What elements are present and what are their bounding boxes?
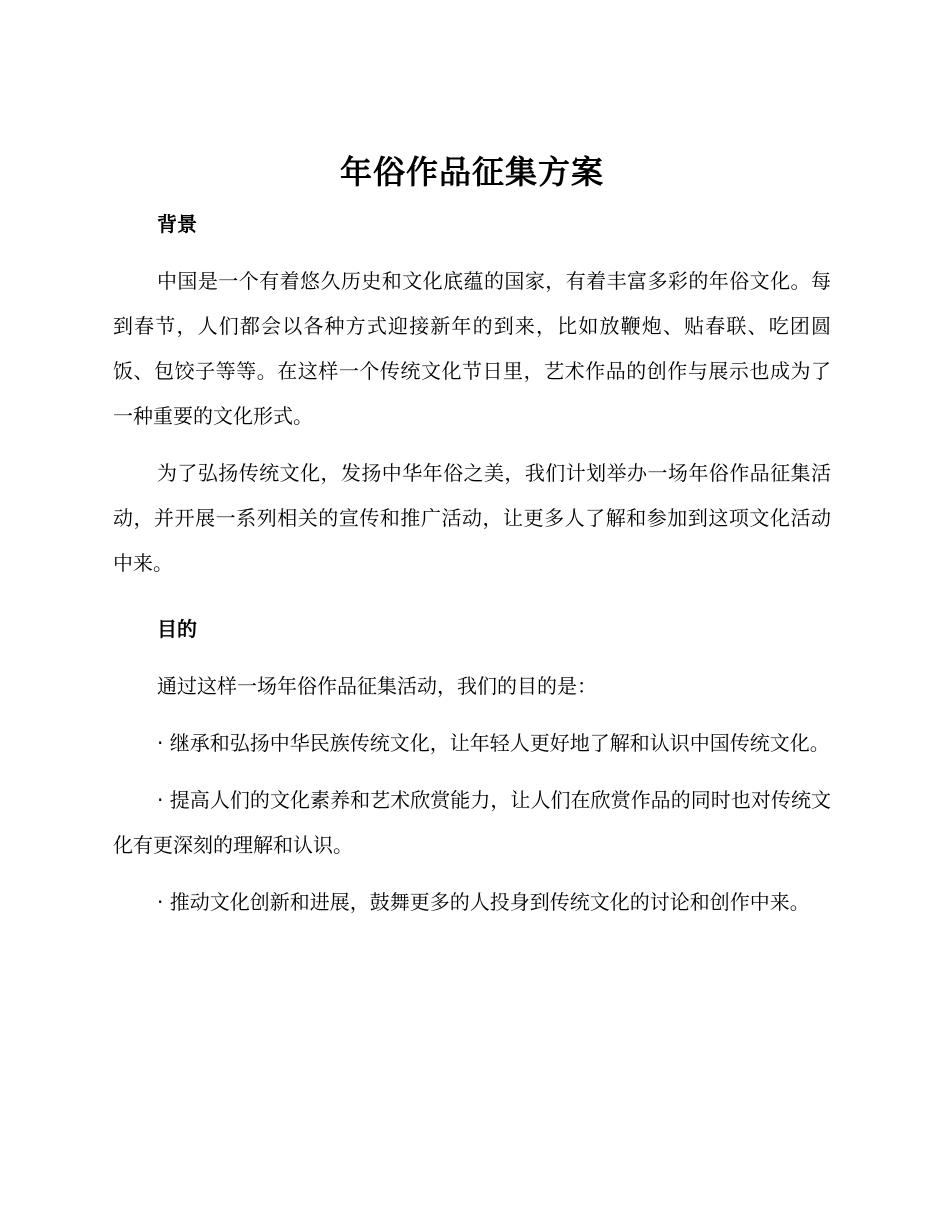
document-title: 年俗作品征集方案 (339, 153, 604, 191)
purpose-bullet-1: · 继承和弘扬中华民族传统文化，让年轻人更好地了解和认识中国传统文化。 (157, 731, 830, 755)
background-paragraph-1: 中国是一个有着悠久历史和文化底蕴的国家，有着丰富多彩的年俗文化。每到春节，人们都会以各种方式迎接新年的到来，比如放鞭炮、贴春联、吃团圆饭、包饺子等等。在这样一个传统文化节日里，艺术作品的创作与展示也成为了一种重要的文化形式。 (113, 269, 831, 428)
purpose-intro: 通过这样一场年俗作品征集活动，我们的目的是： (157, 674, 597, 698)
purpose-bullet-3: · 推动文化创新和进展，鼓舞更多的人投身到传统文化的讨论和创作中来。 (157, 890, 810, 914)
background-paragraph-2: 为了弘扬传统文化，发扬中华年俗之美，我们计划举办一场年俗作品征集活动，并开展一系列相关的宣传和推广活动，让更多人了解和参加到这项文化活动中来。 (113, 461, 831, 575)
document-page (113, 148, 831, 925)
section-heading-purpose: 目的 (157, 617, 197, 641)
section-heading-background: 背景 (157, 212, 197, 236)
purpose-bullet-2: · 提高人们的文化素养和艺术欣赏能力，让人们在欣赏作品的同时也对传统文化有更深刻的理解和认识。 (113, 788, 831, 857)
